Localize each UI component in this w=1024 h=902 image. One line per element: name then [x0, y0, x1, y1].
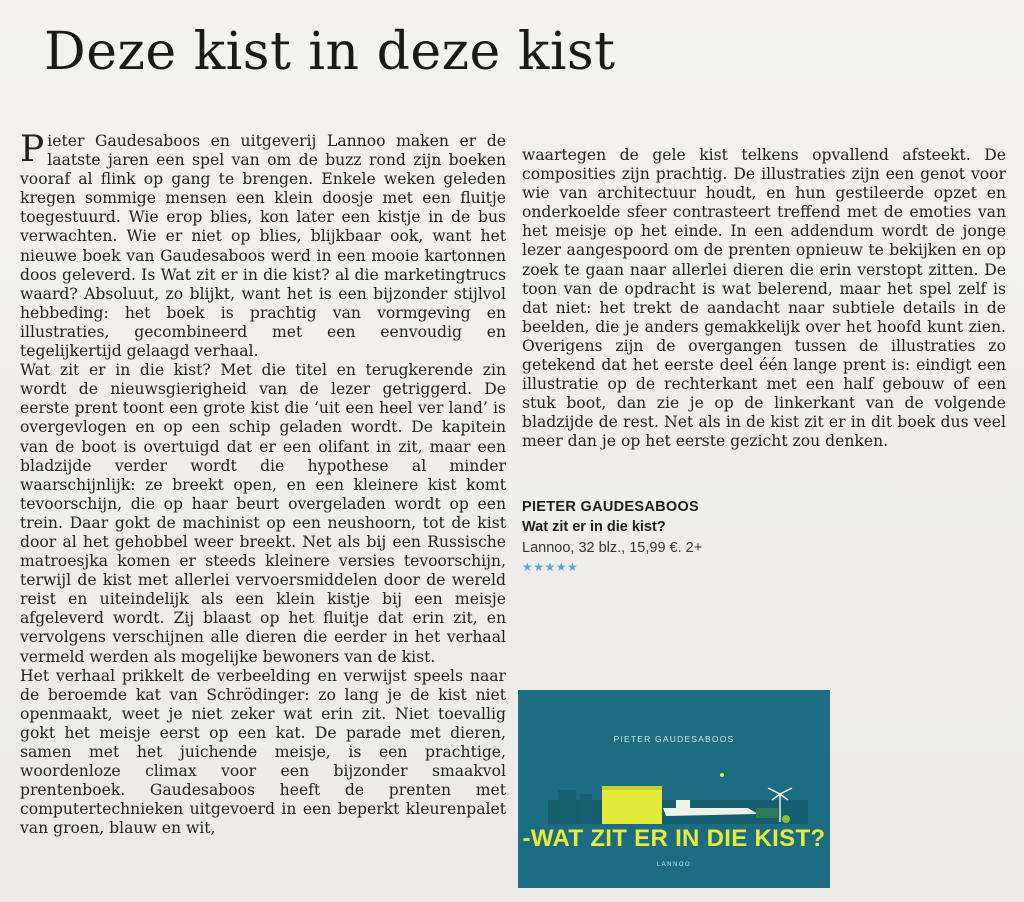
- drop-cap: P: [20, 129, 45, 170]
- yellow-crate: [602, 786, 662, 824]
- article-paragraph: Wat zit er in die kist? Met die titel en terugkerende zin wordt de nieuwsgierigheid van de lezer getriggerd. De eerste prent toont een grote kist die ‘uit een heel ver land’ is overgevlogen en op een schip geladen wordt. De kapitein van de boot is overtuigd dat er een olifant in zit, maar een bladzijde verder wordt die hypothese al minder waarschijnlijk: ze breekt open, en een kleinere kist komt tevoorschijn, die op haar beurt overgeladen wordt op een trein. Daar gokt de machinist op een neushoorn, tot de kist door al het gehobbel weer breekt. Net als bij een Russische matroesjka komen er steeds kleinere versies tevoorschijn, terwijl de kist met allerlei vervoersmiddelen door de wereld reist en uiteindelijk als een klein kistje bij een meisje afgeleverd wordt. Zij blaast op het fluitje dat erin zit, en vervolgens verschijnen alle dieren die eerder in het verhaal vermeld werden als mogelijke bewoners van de kist.: [20, 361, 506, 666]
- article-paragraph: Het verhaal prikkelt de verbeelding en verwijst speels naar de beroemde kat van Schrödinger: zo lang je de kist niet openmaakt, weet je niet zeker wat erin zit. Niet toevallig gokt het meisje eerst op een kat. De parade met dieren, samen met het juichende meisje, is een prachtige, woordenloze climax voor een bijzonder smaakvol prentenboek. Gaudesaboos heeft de prenten met computertechnieken uitgevoerd in een beperkt kleurenpalet van groen, blauw en wit,: [20, 666, 506, 838]
- cover-publisher: LANNOO: [656, 862, 692, 868]
- book-cover-image: [518, 690, 830, 888]
- star-rating: ★★★★★: [522, 560, 579, 574]
- article-paragraph: [20, 129, 506, 361]
- article-headline: Deze kist in deze kist: [44, 22, 616, 82]
- cover-illustration: [518, 690, 830, 888]
- book-info-box: [522, 497, 822, 575]
- cover-title: -WAT ZIT ER IN DIE KIST?: [522, 825, 826, 852]
- article-paragraph: waartegen de gele kist telkens opvallend afsteekt. De composities zijn prachtig. De illustraties zijn een genot voor wie van architectuur houdt, en hun gestileerde opzet en onderkoelde sfeer contrasteert treffend met de emoties van het meisje op het einde. In een addendum wordt de jonge lezer aangespoord om de prenten opnieuw te bekijken en op zoek te gaan naar allerlei dieren die erin verstopt zitten. De toon van de opdracht is wat belerend, maar het spel zelf is dat niet: het trekt de aandacht naar subtiele details in de beelden, die je anders gemakkelijk over het hoofd kunt zien. Overigens zijn de overgangen tussen de illustraties zo getekend dat het eerste deel één lange prent is: eindigt een illustratie op de rechterkant met een half gebouw of een stuk boot, dan zie je op de linkerkant van de volgende bladzijde de rest. Net als in de kist zit er in dit boek dus veel meer dan je op het eerste gezicht zou denken.: [522, 146, 1006, 451]
- book-author: PIETER GAUDESABOOS: [522, 499, 700, 515]
- book-meta: Lannoo, 32 blz., 15,99 €. 2+: [522, 540, 703, 556]
- cover-author: PIETER GAUDESABOOS: [613, 734, 735, 744]
- book-title: Wat zit er in die kist?: [522, 519, 666, 535]
- bleed-through-text: [520, 600, 770, 644]
- article-paragraph-text: ieter Gaudesaboos en uitgeverij Lannoo maken er de laatste jaren een spel van om de buzz rond zijn boeken vooraf al flink op gang te brengen. Enkele weken geleden kregen sommige mensen een klein doosje met een fluitje toegestuurd. Wie erop blies, kon later een kistje in de bus verwachten. Wie er niet op blies, blijkbaar ook, want het nieuwe boek van Gaudesaboos werd in een mooie kartonnen doos geleverd. Is Wat zit er in die kist? al die marketingtrucs waard? Absoluut, zo blijkt, want het is een bijzonder stijlvol hebbeding: het boek is prachtig van vormgeving en illustraties, gecombineerd met een eenvoudig en tegelijkertijd gelaagd verhaal.: [20, 132, 506, 361]
- article-column-right: [522, 146, 1006, 452]
- article-column-left: [20, 129, 506, 838]
- moon-icon: [720, 773, 724, 777]
